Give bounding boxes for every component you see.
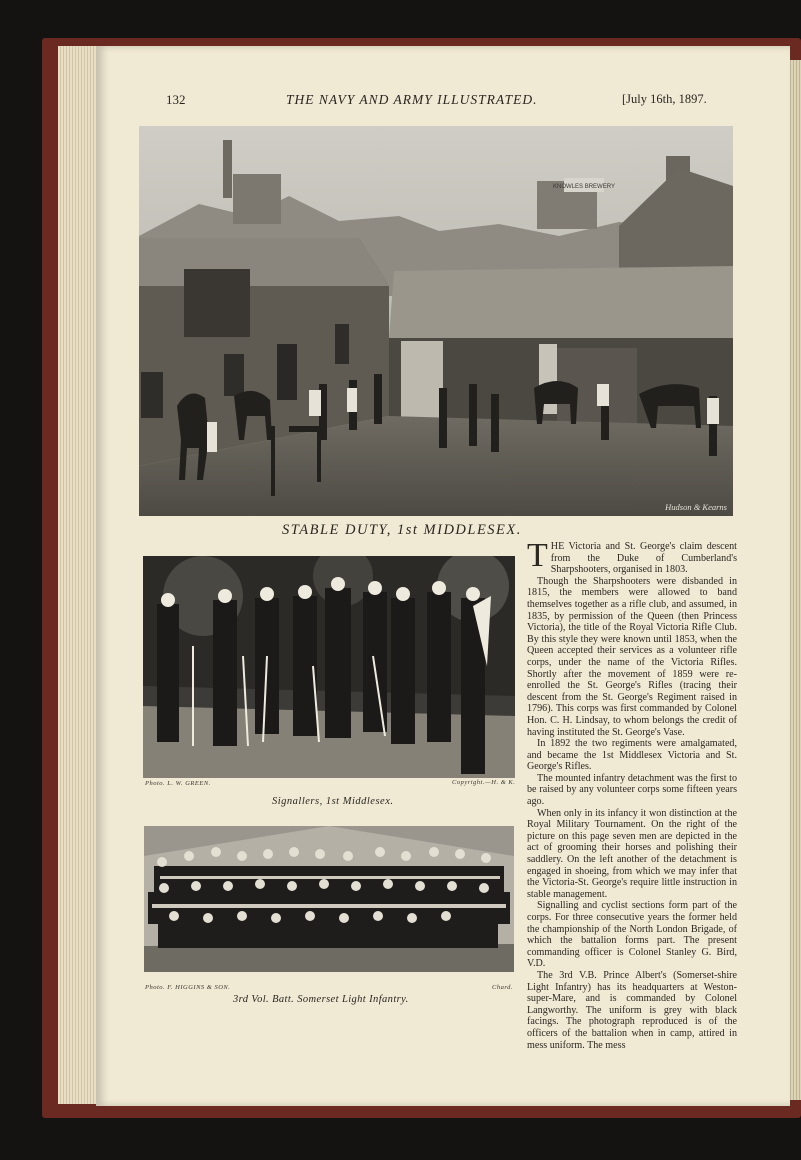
article-paragraph: Though the Sharpshooters were disbanded in 1815, the members were allowed to band themselves together as a rifle club, and assumed, in 1835, by permission of the Queen (then Princess Victoria), the title of the Royal Victoria Rifle Club. By this style they were known until 1853, when the Queen accepted their services as a volunteer rifle corps, under the name of the Victoria Rifles. Shortly after the movement of 1859 were re-enrolled the St. George's Rifles (tracing their descent from the St. George's Regiment raised in 1796). This corps was first commanded by Colonel Hon. C. H. Lindsay, to whom belongs the credit of having instituted the St. George's Vase. [527, 575, 737, 738]
signallers-copyright: Copyright.—H. & K. [452, 779, 516, 786]
stable-duty-caption: STABLE DUTY, 1st MIDDLESEX. [282, 522, 522, 538]
article-paragraph: When only in its infancy it won distinction at the Royal Military Tournament. On the right of the picture on this page seven men are depicted in the act of grooming their horses and polishing their saddlery. On the left another of the detachment is engaged in shoeing, from which we may infer that the Victoria-St. George's require little instruction in stable management. [527, 807, 737, 900]
signallers-photo [143, 556, 515, 778]
issue-date: [July 16th, 1897. [622, 92, 707, 106]
article-paragraph: The mounted infantry detachment was the first to be raised by any volunteer corps some fifteen years ago. [527, 772, 737, 808]
article-body [527, 537, 737, 1051]
somerset-caption: 3rd Vol. Batt. Somerset Light Infantry. [233, 994, 409, 1005]
running-title: THE NAVY AND ARMY ILLUSTRATED. [286, 92, 538, 107]
stable-duty-photo [139, 126, 733, 516]
drop-cap: T [527, 537, 548, 574]
brewery-sign: KNOWLES BREWERY [553, 184, 615, 190]
page-stack-left [58, 46, 98, 1104]
article-paragraph: THE Victoria and St. George's claim descent from the Duke of Cumberland's Sharpshooters, organised in 1803. [527, 537, 737, 576]
somerset-infantry-photo [144, 826, 514, 972]
somerset-photo-credit: Photo. F. HIGGINS & SON. [145, 984, 231, 991]
somerset-photo-location: Chard. [492, 984, 513, 991]
photographer-signature: Hudson & Kearns [665, 502, 727, 512]
article-paragraph: In 1892 the two regiments were amalgamated, and became the 1st Middlesex Victoria and St. George's Rifles. [527, 738, 737, 773]
page-number: 132 [166, 92, 186, 107]
article-paragraph: Signalling and cyclist sections form part of the corps. For three consecutive years the former held the championship of the North London Brigade, of which the battalion forms part. The present commanding officer is Colonel Stanley G. Bird, V.D. [527, 900, 737, 970]
article-paragraph: The 3rd V.B. Prince Albert's (Somerset-shire Light Infantry) has its headquarters at Weston-super-Mare, and is commanded by Colonel Langworthy. The uniform is grey with black facings. The photograph reproduced is of the officers of the battalion when in camp, attired in mess uniform. The mess [527, 969, 737, 1051]
signallers-caption: Signallers, 1st Middlesex. [272, 796, 394, 807]
signallers-photo-credit: Photo. L. W. GREEN. [145, 780, 211, 787]
